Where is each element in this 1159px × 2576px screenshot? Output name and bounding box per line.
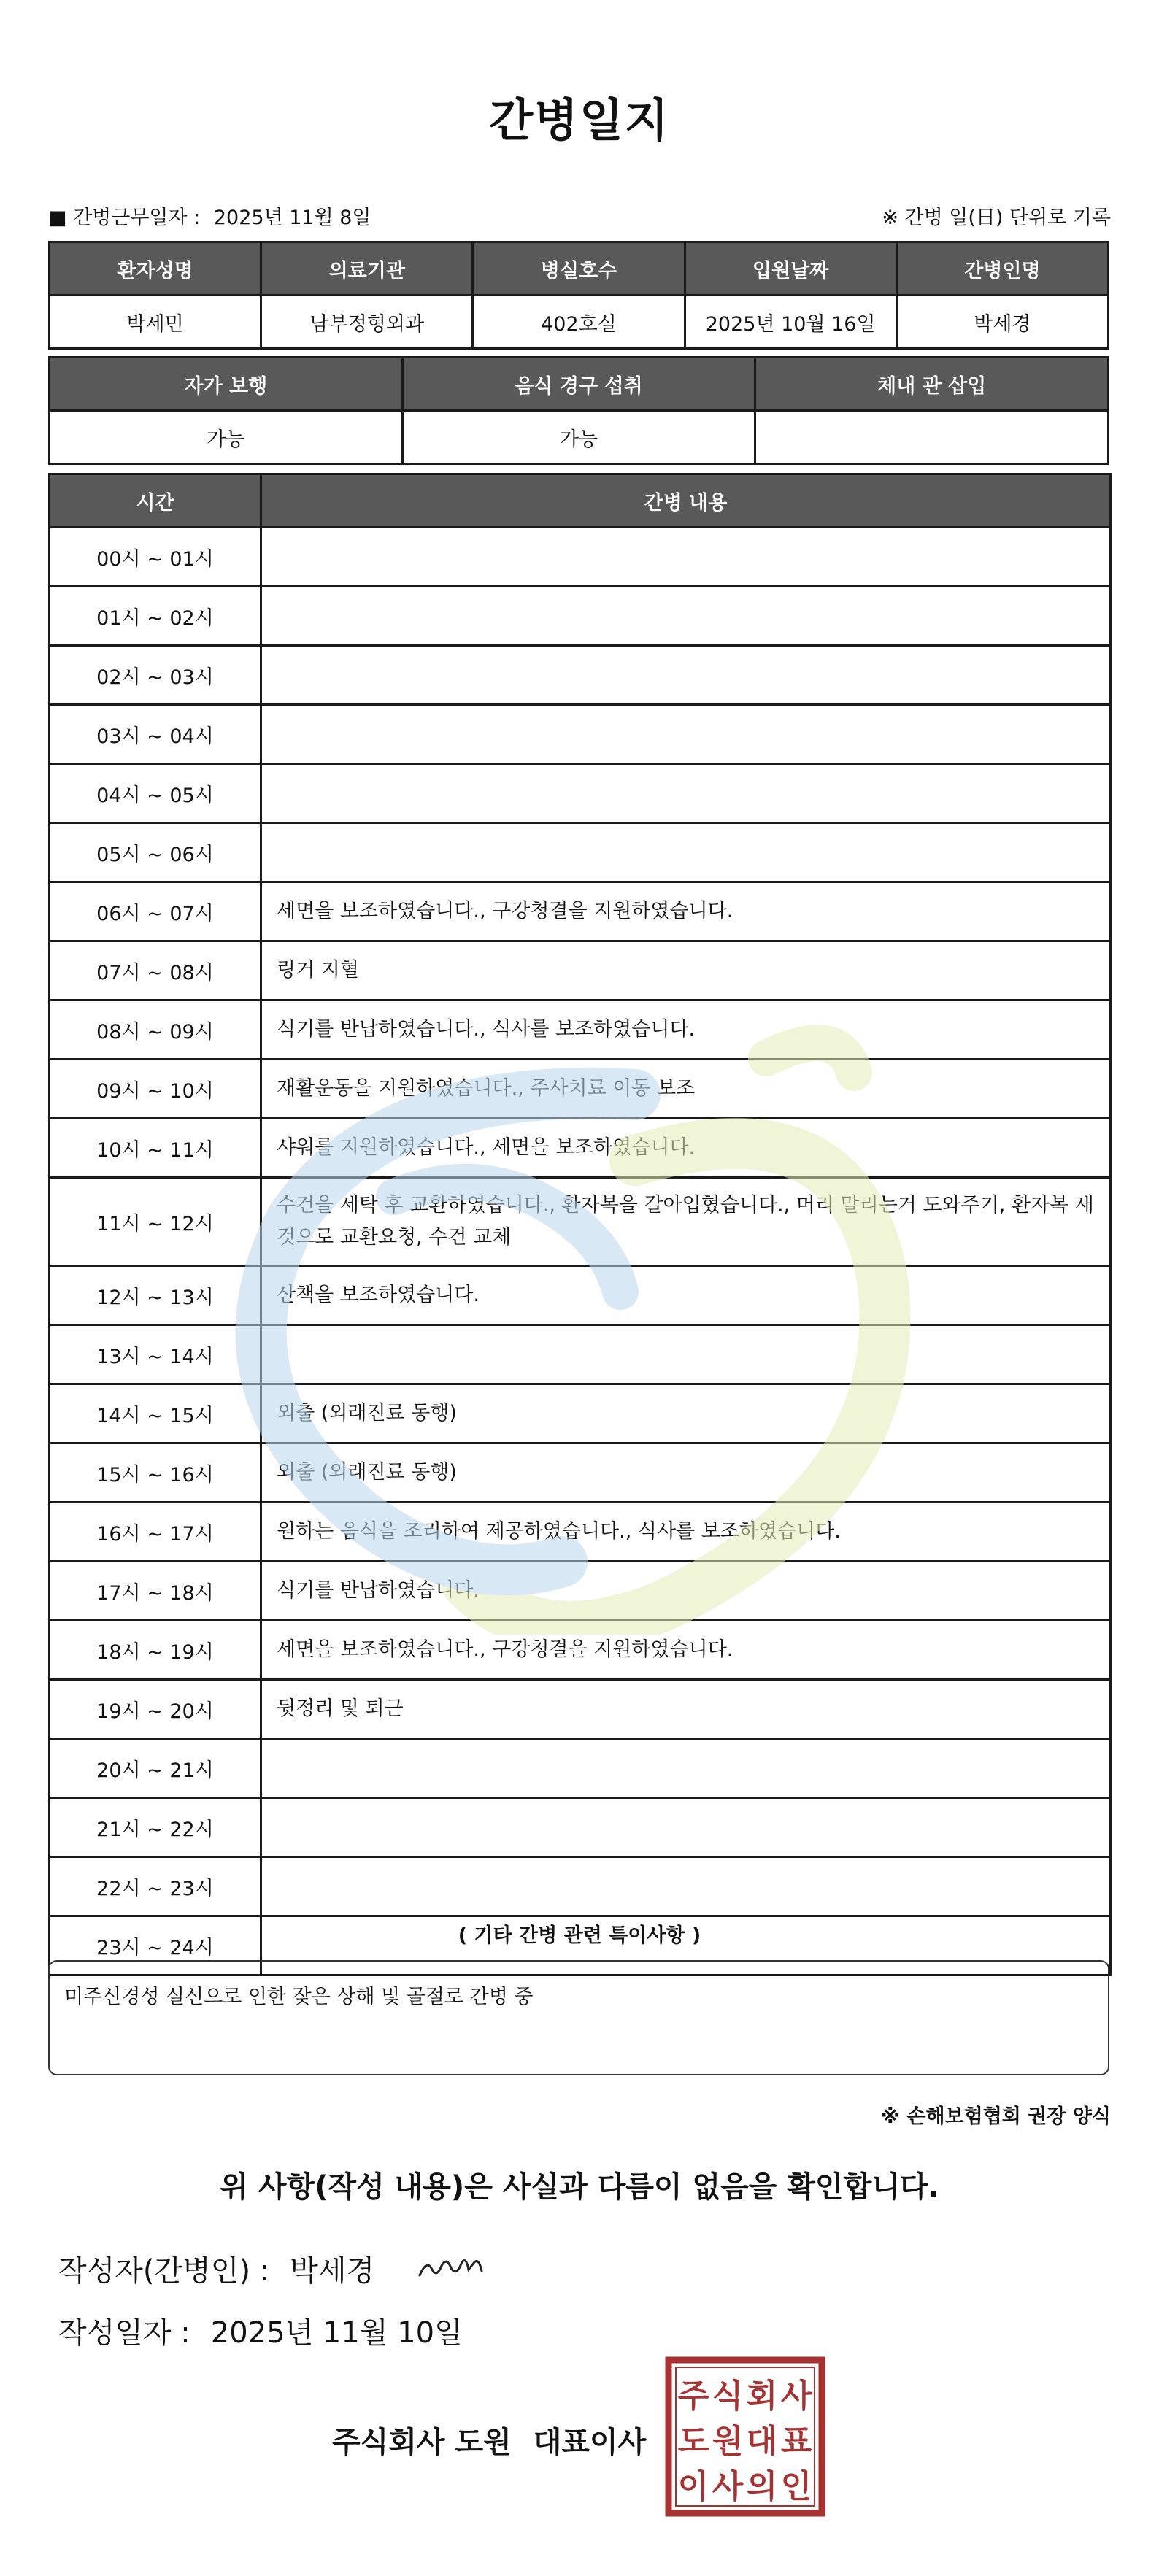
care-log-content [261,587,1111,646]
care-log-row [50,528,1111,587]
company-signature-line [332,2419,646,2461]
care-log-row [50,1562,1111,1621]
care-log-time: 16시 ~ 17시 [50,1503,261,1562]
care-log-row [50,1503,1111,1562]
care-log-content: 재활운동을 지원하였습니다., 주사치료 이동 보조 [261,1060,1111,1119]
svg-text:의: 의 [746,2468,778,2505]
care-log-header-row [50,474,1111,528]
representative-title: 대표이사 [533,2426,647,2459]
care-log-row [50,1060,1111,1119]
writer-line [58,2248,374,2289]
care-log-row [50,1384,1111,1443]
form-source-note: ※ 손해보험협회 권장 양식 [880,2105,1111,2128]
header-admission-date: 입원날짜 [685,242,896,296]
care-log-time: 22시 ~ 23시 [50,1857,261,1916]
svg-text:표: 표 [780,2423,812,2460]
header-care-content: 간병 내용 [261,474,1111,528]
care-log-table [48,473,1112,1976]
oral-intake-value: 가능 [402,411,755,464]
care-log-time: 20시 ~ 21시 [50,1739,261,1798]
header-time: 시간 [50,474,261,528]
care-log-row [50,587,1111,646]
care-log-row [50,1739,1111,1798]
svg-text:원: 원 [712,2423,744,2460]
header-tube-insertion: 체내 관 삽입 [755,358,1109,411]
care-log-row [50,823,1111,882]
patient-status-table [48,356,1109,465]
care-log-time: 08시 ~ 09시 [50,1000,261,1060]
care-log-row [50,941,1111,1000]
care-log-row [50,1266,1111,1325]
care-log-content: 외출 (외래진료 동행) [261,1443,1111,1503]
header-hospital: 의료기관 [261,242,473,296]
header-patient-name: 환자성명 [50,242,261,296]
patient-name-value: 박세민 [50,296,261,349]
care-log-row [50,1443,1111,1503]
svg-text:대: 대 [746,2423,778,2460]
care-log-time: 19시 ~ 20시 [50,1680,261,1739]
care-log-time: 12시 ~ 13시 [50,1266,261,1325]
care-log-row [50,705,1111,764]
patient-info-header-row [50,242,1109,296]
work-date-label: ■ 간병근무일자 : [48,207,201,229]
unit-note: ※ 간병 일(日) 단위로 기록 [882,207,1111,229]
header-oral-intake: 음식 경구 섭취 [402,358,755,411]
care-log-content: 원하는 음식을 조리하여 제공하였습니다., 식사를 보조하였습니다. [261,1503,1111,1562]
svg-text:인: 인 [780,2468,812,2505]
care-log-row [50,764,1111,823]
care-log-row [50,646,1111,705]
patient-info-value-row [50,296,1109,349]
care-log-content: 식기를 반납하였습니다. [261,1562,1111,1621]
care-log-row [50,1857,1111,1916]
handwritten-signature-icon [416,2248,489,2284]
care-log-content [261,1739,1111,1798]
status-header-row [50,358,1109,411]
care-log-row [50,1798,1111,1857]
svg-text:식: 식 [712,2378,744,2415]
care-log-content [261,1325,1111,1384]
care-log-time: 15시 ~ 16시 [50,1443,261,1503]
care-log-row [50,1000,1111,1060]
written-date-value: 2025년 11월 10일 [210,2316,463,2350]
special-notes-title: ( 기타 간병 관련 특이사항 ) [458,1924,701,1947]
care-log-time: 11시 ~ 12시 [50,1178,261,1266]
self-walking-value: 가능 [50,411,403,464]
care-log-content: 산책을 보조하였습니다. [261,1266,1111,1325]
svg-text:사: 사 [780,2378,812,2415]
svg-text:도: 도 [677,2423,709,2460]
written-date-label: 작성일자 : [58,2316,190,2350]
care-log-time: 00시 ~ 01시 [50,528,261,587]
caregiver-name-value: 박세경 [896,296,1108,349]
header-room: 병실호수 [473,242,685,296]
written-date-line [58,2310,463,2351]
care-log-content [261,528,1111,587]
care-log-time: 21시 ~ 22시 [50,1798,261,1857]
care-log-row [50,1325,1111,1384]
care-log-time: 14시 ~ 15시 [50,1384,261,1443]
work-date-line [48,201,371,230]
care-log-content [261,764,1111,823]
care-log-content: 세면을 보조하였습니다., 구강청결을 지원하였습니다. [261,1621,1111,1680]
care-log-time: 06시 ~ 07시 [50,882,261,941]
writer-label: 작성자(간병인) : [58,2254,270,2288]
care-log-time: 18시 ~ 19시 [50,1621,261,1680]
care-log-content [261,705,1111,764]
page-title: 간병일지 [489,93,670,147]
care-log-body [50,528,1111,1975]
work-date-value: 2025년 11월 8일 [213,207,371,229]
care-log-time: 10시 ~ 11시 [50,1119,261,1178]
care-log-content: 샤워를 지원하였습니다., 세면을 보조하였습니다. [261,1119,1111,1178]
care-log-content [261,823,1111,882]
care-log-time: 02시 ~ 03시 [50,646,261,705]
special-notes-box [48,1960,1109,2075]
care-log-time: 04시 ~ 05시 [50,764,261,823]
svg-text:사: 사 [712,2468,744,2505]
care-log-row [50,1178,1111,1266]
status-value-row [50,411,1109,464]
care-log-content: 뒷정리 및 퇴근 [261,1680,1111,1739]
care-log-content [261,1798,1111,1857]
svg-text:주: 주 [677,2378,709,2415]
care-log-content [261,1857,1111,1916]
admission-date-value: 2025년 10월 16일 [685,296,896,349]
care-log-time: 09시 ~ 10시 [50,1060,261,1119]
care-log-row [50,1621,1111,1680]
care-log-content: 외출 (외래진료 동행) [261,1384,1111,1443]
care-log-time: 03시 ~ 04시 [50,705,261,764]
company-seal-icon [664,2356,826,2518]
care-log-content: 링거 지혈 [261,941,1111,1000]
care-log-time: 13시 ~ 14시 [50,1325,261,1384]
care-log-content: 식기를 반납하였습니다., 식사를 보조하였습니다. [261,1000,1111,1060]
writer-name: 박세경 [290,2254,375,2288]
hospital-value: 남부정형외과 [261,296,473,349]
care-log-time: 05시 ~ 06시 [50,823,261,882]
special-notes-text: 미주신경성 실신으로 인한 잦은 상해 및 골절로 간병 중 [64,1986,534,2008]
room-value: 402호실 [473,296,685,349]
care-log-row [50,1680,1111,1739]
company-name: 주식회사 도원 [332,2426,512,2459]
confirmation-statement: 위 사항(작성 내용)은 사실과 다름이 없음을 확인합니다. [220,2170,939,2204]
care-log-time: 23시 ~ 24시 [50,1916,261,1975]
header-self-walking: 자가 보행 [50,358,403,411]
care-log-content: 세면을 보조하였습니다., 구강청결을 지원하였습니다. [261,882,1111,941]
care-log-row [50,882,1111,941]
tube-insertion-value [755,411,1109,464]
header-caregiver-name: 간병인명 [896,242,1108,296]
svg-text:회: 회 [746,2378,778,2415]
care-log-time: 01시 ~ 02시 [50,587,261,646]
care-log-row [50,1119,1111,1178]
svg-text:이: 이 [677,2468,709,2505]
care-log-time: 17시 ~ 18시 [50,1562,261,1621]
care-log-time: 07시 ~ 08시 [50,941,261,1000]
care-log-content: 수건을 세탁 후 교환하였습니다., 환자복을 갈아입혔습니다., 머리 말리는거 도와주기, 환자복 새것으로 교환요청, 수건 교체 [261,1178,1111,1266]
patient-info-table [48,241,1109,350]
care-log-content [261,646,1111,705]
